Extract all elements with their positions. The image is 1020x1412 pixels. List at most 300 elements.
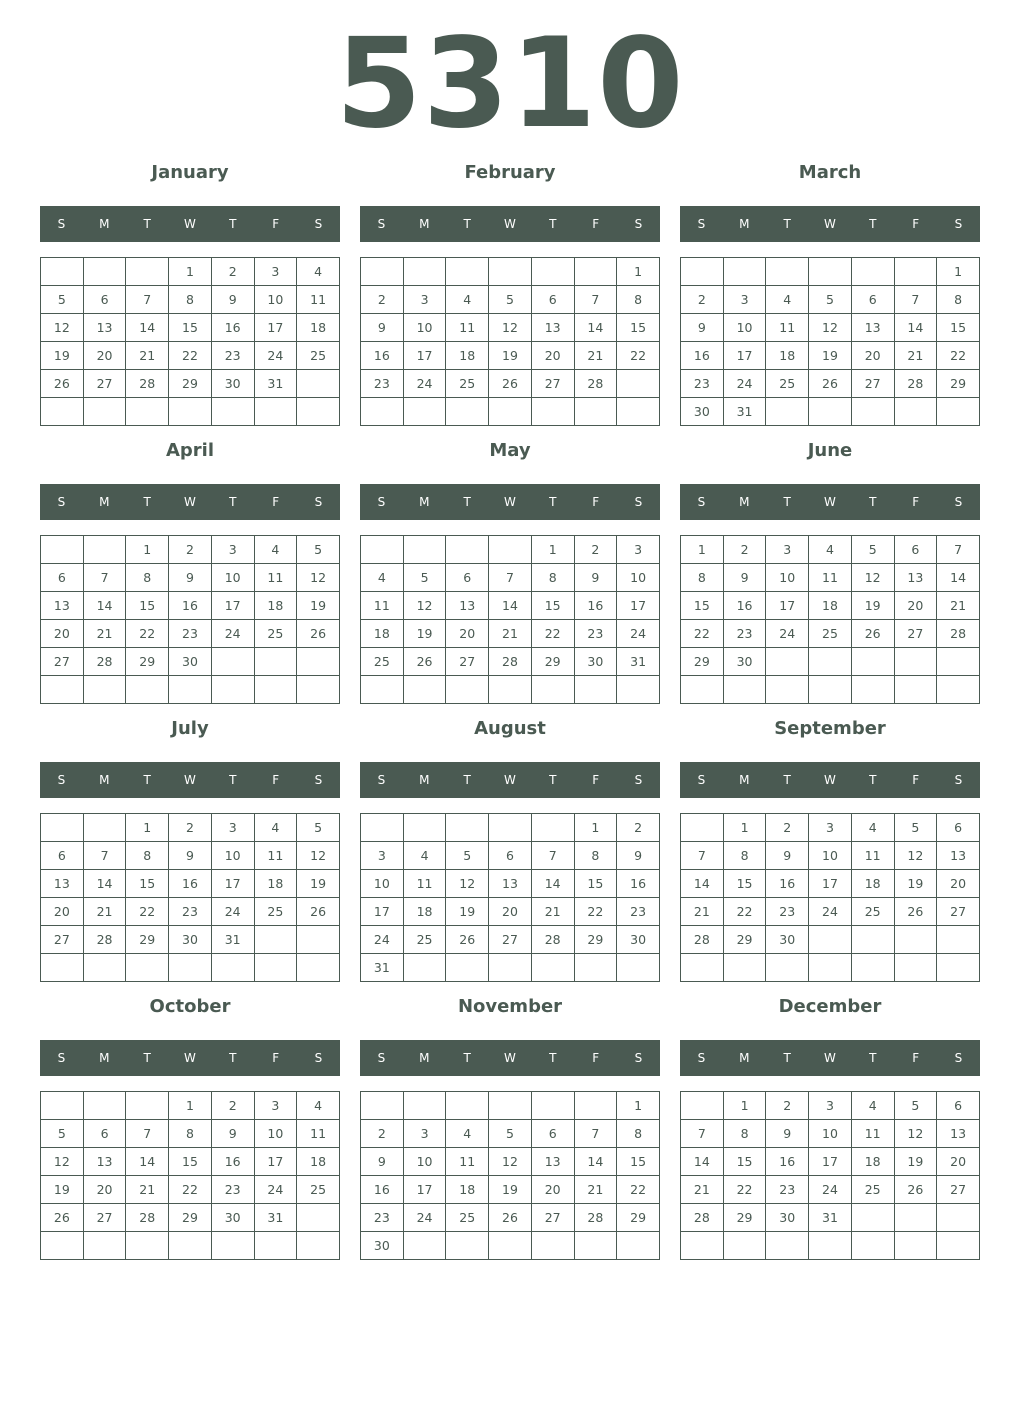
empty-cell [531,398,574,426]
day-cell: 19 [446,898,489,926]
empty-cell [83,536,126,564]
empty-cell [361,398,404,426]
week-row [361,370,660,398]
day-cell: 2 [211,258,254,286]
week-row [41,648,340,676]
day-cell: 10 [403,314,446,342]
week-row [361,648,660,676]
day-cell: 28 [937,620,980,648]
weekday-label: F [592,495,600,509]
day-cell: 10 [723,314,766,342]
weekday-label: W [824,773,836,787]
day-cell: 22 [617,1176,660,1204]
weekday-label: T [549,217,557,231]
day-cell: 10 [254,286,297,314]
day-cell: 1 [617,1092,660,1120]
day-cell: 15 [937,314,980,342]
day-cell: 13 [937,1120,980,1148]
empty-cell [489,676,532,704]
empty-cell [83,954,126,982]
weekday-label: T [869,495,877,509]
day-cell: 8 [617,1120,660,1148]
empty-cell [937,398,980,426]
day-cell: 2 [766,814,809,842]
empty-cell [851,676,894,704]
day-cell: 28 [126,1204,169,1232]
day-cell: 9 [361,314,404,342]
empty-cell [297,1232,340,1260]
empty-cell [723,954,766,982]
day-cell: 27 [851,370,894,398]
day-cell: 25 [809,620,852,648]
day-cell: 2 [169,814,212,842]
empty-cell [489,398,532,426]
day-cell: 11 [851,1120,894,1148]
empty-cell [297,370,340,398]
day-cell: 19 [41,342,84,370]
empty-cell [894,1232,937,1260]
weekday-label: W [184,495,196,509]
day-cell: 10 [403,1148,446,1176]
day-cell: 5 [41,1120,84,1148]
empty-cell [489,1092,532,1120]
day-cell: 12 [403,592,446,620]
empty-cell [531,676,574,704]
empty-cell [574,1092,617,1120]
month-name: May [489,440,531,461]
day-cell: 5 [894,814,937,842]
day-cell: 24 [254,1176,297,1204]
empty-cell [126,1092,169,1120]
week-row [41,842,340,870]
empty-cell [574,676,617,704]
day-cell: 27 [937,898,980,926]
week-row [681,592,980,620]
weekday-label: T [549,1051,557,1065]
weekday-label: S [57,217,66,231]
day-cell: 25 [297,342,340,370]
weekday-label: W [824,217,836,231]
empty-cell [489,814,532,842]
day-cell: 23 [723,620,766,648]
week-row [41,536,340,564]
week-row [681,1148,980,1176]
weekday-header [680,762,980,798]
week-row [41,286,340,314]
day-cell: 4 [446,1120,489,1148]
day-cell: 28 [126,370,169,398]
day-cell: 12 [894,842,937,870]
year-title: 5310 [335,12,685,156]
weekday-label: T [229,1051,237,1065]
day-cell: 1 [723,814,766,842]
empty-cell [297,1204,340,1232]
empty-cell [851,398,894,426]
empty-cell [681,954,724,982]
day-cell: 9 [574,564,617,592]
day-cell: 7 [937,536,980,564]
day-cell: 15 [169,1148,212,1176]
empty-cell [894,926,937,954]
weekday-header [40,484,340,520]
day-cell: 12 [446,870,489,898]
empty-cell [41,954,84,982]
weekday-label: S [314,773,323,787]
day-cell: 21 [574,1176,617,1204]
empty-cell [617,1232,660,1260]
day-cell: 3 [211,536,254,564]
empty-cell [894,954,937,982]
day-cell: 13 [83,314,126,342]
weekday-label: T [869,1051,877,1065]
weekday-label: T [463,495,471,509]
day-cell: 16 [617,870,660,898]
week-row [361,1176,660,1204]
day-cell: 2 [681,286,724,314]
empty-cell [211,676,254,704]
day-cell: 1 [531,536,574,564]
day-cell: 29 [126,926,169,954]
day-cell: 21 [489,620,532,648]
weekday-label: S [954,773,963,787]
day-cell: 2 [766,1092,809,1120]
day-cell: 27 [446,648,489,676]
day-cell: 24 [361,926,404,954]
empty-cell [723,676,766,704]
day-cell: 7 [574,286,617,314]
weekday-label: S [697,495,706,509]
week-row [41,370,340,398]
day-cell: 18 [361,620,404,648]
empty-cell [126,954,169,982]
weekday-header [40,762,340,798]
empty-cell [446,814,489,842]
day-cell: 18 [851,870,894,898]
empty-cell [254,1232,297,1260]
day-cell: 22 [126,898,169,926]
empty-cell [403,1092,446,1120]
empty-cell [851,1204,894,1232]
day-cell: 7 [531,842,574,870]
empty-cell [211,648,254,676]
empty-cell [254,398,297,426]
day-cell: 6 [41,564,84,592]
day-cell: 14 [894,314,937,342]
weekday-label: M [419,217,430,231]
day-cell: 30 [723,648,766,676]
day-cell: 28 [681,1204,724,1232]
day-cell: 28 [574,1204,617,1232]
day-cell: 26 [894,1176,937,1204]
day-cell: 30 [169,926,212,954]
day-cell: 30 [617,926,660,954]
day-cell: 30 [169,648,212,676]
day-cell: 20 [446,620,489,648]
empty-cell [403,954,446,982]
day-cell: 5 [489,1120,532,1148]
week-row [41,870,340,898]
empty-cell [41,676,84,704]
day-cell: 30 [681,398,724,426]
day-cell: 29 [723,1204,766,1232]
weekday-label: T [229,495,237,509]
weekday-label: M [419,495,430,509]
day-cell: 22 [169,1176,212,1204]
day-cell: 25 [254,620,297,648]
week-row [681,258,980,286]
empty-cell [809,398,852,426]
weekday-label: M [99,495,110,509]
empty-cell [446,398,489,426]
empty-cell [361,814,404,842]
day-cell: 13 [41,870,84,898]
day-cell: 13 [894,564,937,592]
day-cell: 16 [574,592,617,620]
day-cell: 9 [723,564,766,592]
day-cell: 14 [489,592,532,620]
day-cell: 11 [254,842,297,870]
day-cell: 3 [766,536,809,564]
weekday-label: T [143,495,151,509]
empty-cell [574,954,617,982]
week-row [41,398,340,426]
day-cell: 24 [211,620,254,648]
day-cell: 27 [531,1204,574,1232]
day-cell: 20 [851,342,894,370]
day-cell: 8 [126,842,169,870]
day-cell: 1 [126,814,169,842]
day-cell: 1 [169,1092,212,1120]
day-cell: 18 [297,314,340,342]
day-cell: 22 [169,342,212,370]
day-cell: 20 [41,898,84,926]
empty-cell [446,954,489,982]
day-cell: 27 [83,1204,126,1232]
empty-cell [403,676,446,704]
day-cell: 23 [211,1176,254,1204]
weekday-label: W [504,1051,516,1065]
day-cell: 19 [851,592,894,620]
empty-cell [83,1092,126,1120]
week-row [361,536,660,564]
day-cell: 17 [361,898,404,926]
day-grid [360,535,660,704]
week-row [681,342,980,370]
week-row [681,370,980,398]
day-cell: 3 [361,842,404,870]
empty-cell [531,1092,574,1120]
day-cell: 9 [211,286,254,314]
weekday-label: S [697,217,706,231]
weekday-label: F [272,217,280,231]
weekday-label: T [463,217,471,231]
day-cell: 2 [723,536,766,564]
day-cell: 29 [723,926,766,954]
month-name: December [778,996,882,1017]
week-row [361,676,660,704]
day-cell: 18 [446,1176,489,1204]
weekday-label: T [463,773,471,787]
empty-cell [403,536,446,564]
day-cell: 10 [211,564,254,592]
weekday-header [680,1040,980,1076]
day-cell: 21 [531,898,574,926]
day-cell: 22 [723,898,766,926]
month-name: September [774,718,886,739]
day-cell: 11 [403,870,446,898]
day-cell: 7 [83,842,126,870]
day-cell: 11 [766,314,809,342]
empty-cell [851,926,894,954]
day-cell: 6 [937,814,980,842]
empty-cell [126,676,169,704]
day-cell: 10 [254,1120,297,1148]
empty-cell [937,648,980,676]
week-row [41,1176,340,1204]
day-cell: 12 [489,314,532,342]
day-cell: 13 [937,842,980,870]
day-cell: 7 [126,1120,169,1148]
day-cell: 8 [681,564,724,592]
week-row [681,926,980,954]
day-cell: 26 [403,648,446,676]
weekday-header [40,1040,340,1076]
empty-cell [41,258,84,286]
day-cell: 1 [574,814,617,842]
empty-cell [851,258,894,286]
weekday-label: M [99,1051,110,1065]
day-cell: 31 [254,370,297,398]
empty-cell [723,1232,766,1260]
day-cell: 26 [894,898,937,926]
day-grid [360,257,660,426]
day-cell: 17 [403,342,446,370]
day-cell: 28 [83,926,126,954]
day-cell: 29 [126,648,169,676]
day-cell: 28 [574,370,617,398]
weekday-label: F [912,773,920,787]
week-row [41,1232,340,1260]
day-cell: 5 [41,286,84,314]
day-cell: 29 [617,1204,660,1232]
day-cell: 8 [169,1120,212,1148]
day-cell: 19 [489,1176,532,1204]
empty-cell [681,1232,724,1260]
weekday-label: F [272,773,280,787]
empty-cell [361,258,404,286]
weekday-label: T [783,495,791,509]
weekday-label: T [229,217,237,231]
day-cell: 30 [211,370,254,398]
empty-cell [766,1232,809,1260]
day-cell: 25 [851,898,894,926]
day-cell: 19 [41,1176,84,1204]
day-cell: 9 [361,1148,404,1176]
day-cell: 14 [126,314,169,342]
day-cell: 1 [126,536,169,564]
day-cell: 15 [723,1148,766,1176]
day-cell: 7 [489,564,532,592]
day-cell: 19 [297,592,340,620]
empty-cell [297,676,340,704]
empty-cell [809,954,852,982]
weekday-label: S [377,495,386,509]
day-cell: 26 [446,926,489,954]
week-row [41,1120,340,1148]
day-cell: 29 [574,926,617,954]
day-cell: 24 [617,620,660,648]
weekday-label: S [57,495,66,509]
day-cell: 28 [531,926,574,954]
day-cell: 6 [531,1120,574,1148]
day-cell: 14 [126,1148,169,1176]
day-cell: 23 [361,1204,404,1232]
empty-cell [403,398,446,426]
day-cell: 23 [361,370,404,398]
week-row [681,676,980,704]
empty-cell [531,258,574,286]
empty-cell [83,1232,126,1260]
day-cell: 3 [809,814,852,842]
empty-cell [574,258,617,286]
day-cell: 12 [41,1148,84,1176]
day-cell: 22 [617,342,660,370]
day-cell: 11 [297,1120,340,1148]
week-row [41,676,340,704]
day-cell: 12 [297,842,340,870]
day-cell: 5 [489,286,532,314]
day-cell: 5 [446,842,489,870]
day-cell: 7 [681,1120,724,1148]
day-cell: 7 [83,564,126,592]
week-row [361,1148,660,1176]
week-row [41,564,340,592]
empty-cell [41,398,84,426]
day-cell: 4 [403,842,446,870]
week-row [681,286,980,314]
week-row [681,1204,980,1232]
day-cell: 25 [446,1204,489,1232]
empty-cell [894,258,937,286]
day-cell: 21 [937,592,980,620]
day-cell: 14 [531,870,574,898]
day-cell: 9 [766,842,809,870]
day-cell: 5 [894,1092,937,1120]
day-cell: 8 [723,842,766,870]
day-cell: 15 [723,870,766,898]
day-cell: 13 [83,1148,126,1176]
week-row [361,398,660,426]
day-cell: 31 [617,648,660,676]
empty-cell [894,1204,937,1232]
week-row [681,564,980,592]
day-cell: 7 [126,286,169,314]
weekday-label: T [143,1051,151,1065]
week-row [681,842,980,870]
weekday-label: W [184,217,196,231]
empty-cell [617,954,660,982]
weekday-header [360,206,660,242]
day-cell: 23 [169,898,212,926]
empty-cell [83,676,126,704]
empty-cell [297,398,340,426]
empty-cell [126,398,169,426]
weekday-label: T [143,773,151,787]
empty-cell [531,954,574,982]
day-cell: 19 [489,342,532,370]
day-cell: 6 [446,564,489,592]
empty-cell [211,398,254,426]
